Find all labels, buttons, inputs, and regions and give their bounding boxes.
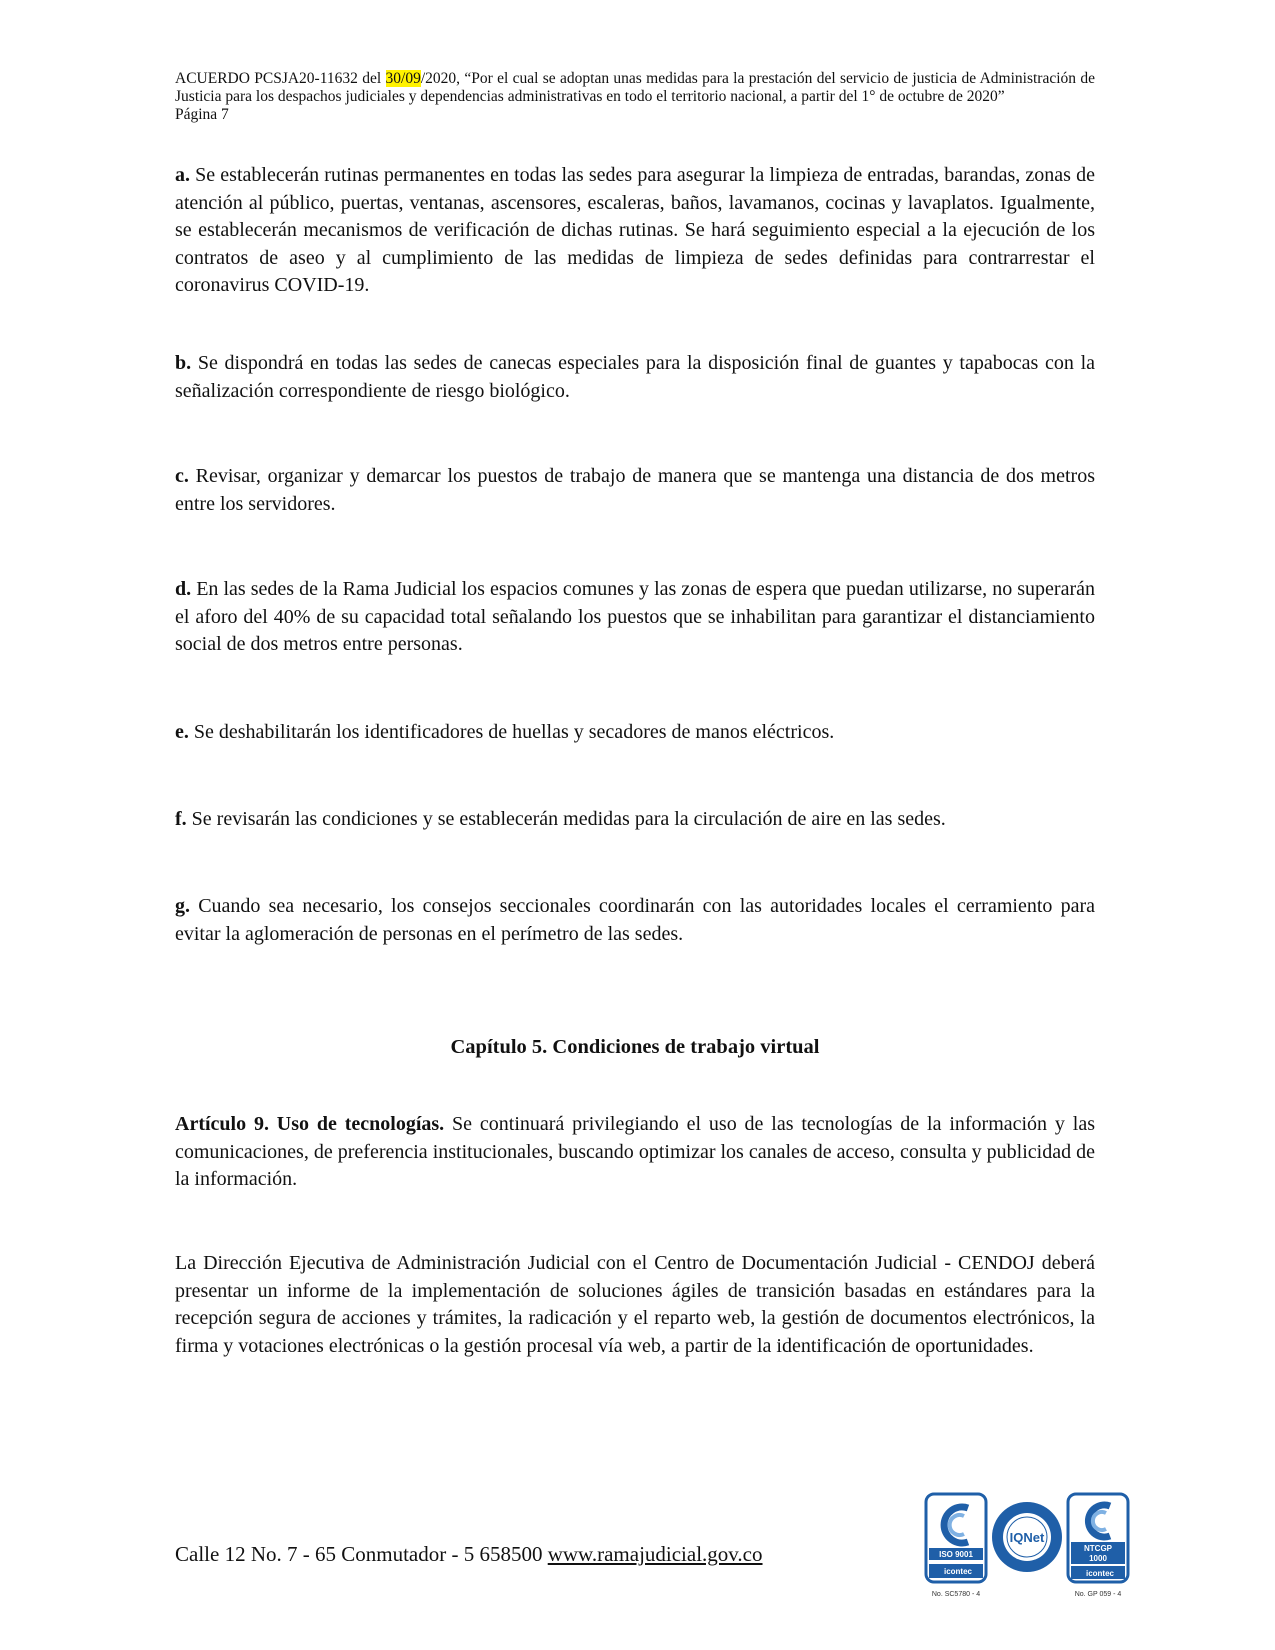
article-label: Artículo 9. Uso de tecnologías. (175, 1113, 445, 1135)
chapter-heading: Capítulo 5. Condiciones de trabajo virtual (450, 1036, 820, 1058)
item-text: Se establecerán rutinas permanentes en todas las sedes para asegurar la limpieza de entradas, barandas, zonas de atención al público, puertas, ventanas, ascensores, escaleras, baños, lavamanos, cocinas y lavaplatos. Igualmente, se establecerán mecanismos de verificación de dichas rutinas. Se hará seguimiento especial a la ejecución de los contratos de aseo y al cumplimiento de las medidas de limpieza de sedes definidas para contrarrestar el coronavirus COVID-19. (175, 164, 1095, 296)
iso-label: ISO 9001 (939, 1550, 973, 1559)
page-number: Página 7 (175, 106, 229, 123)
item-label: d. (175, 578, 192, 600)
item-label: a. (175, 164, 190, 186)
item-label: f. (175, 808, 187, 830)
article-text: Se continuará privilegiando el uso de las tecnologías de la información y las comunicaciones, de preferencia institucionales, buscando optimizar los canales de acceso, consulta y publicidad de la información. (175, 1113, 1095, 1190)
item-f (175, 806, 1095, 834)
item-b (175, 350, 1095, 405)
item-g (175, 893, 1095, 948)
ntcgp-brand: icontec (1085, 1569, 1115, 1578)
iso-9001-logo-icon (924, 1492, 988, 1604)
item-label: b. (175, 352, 192, 374)
footer-address: Calle 12 No. 7 - 65 Conmutador - 5 658500 (175, 1542, 548, 1566)
article-9 (175, 1111, 1095, 1194)
item-text: Se deshabilitarán los identificadores de huellas y secadores de manos eléctricos. (188, 721, 835, 743)
item-d (175, 576, 1095, 659)
iqnet-badge (990, 1500, 1064, 1579)
iso-brand: icontec (943, 1567, 973, 1576)
item-label: g. (175, 895, 190, 917)
item-c (175, 463, 1095, 518)
iso-cert-number: No. SC5780 - 4 (931, 1591, 981, 1598)
iqnet-label: IQNet (1009, 1530, 1045, 1545)
item-label: e. (175, 721, 189, 743)
footer-website-link[interactable]: www.ramajudicial.gov.co (547, 1542, 763, 1566)
ntcgp-number: 1000 (1089, 1554, 1107, 1563)
header-date-highlight: 30/09 (385, 70, 421, 87)
ntcgp-logo-icon (1066, 1492, 1130, 1604)
ntcgp-1000-badge (1066, 1492, 1130, 1609)
header-title-prefix: ACUERDO PCSJA20-11632 del (175, 70, 386, 87)
ntcgp-cert-number: No. GP 059 - 4 (1074, 1591, 1122, 1598)
item-a (175, 162, 1095, 300)
ntcgp-label: NTCGP (1084, 1544, 1112, 1553)
item-text: Se revisarán las condiciones y se establecerán medidas para la circulación de aire en las sedes. (186, 808, 946, 830)
item-label: c. (175, 465, 189, 487)
header-title-suffix: /2020, “Por el cual se adoptan unas medidas para la prestación del servicio de justicia de Administración de Justicia para los despachos judiciales y dependencias administrativas en todo el territorio nacional, a partir del 1° de octubre de 2020” (175, 70, 1095, 105)
item-text: Revisar, organizar y demarcar los puestos de trabajo de manera que se mantenga una distancia de dos metros entre los servidores. (175, 465, 1095, 515)
iqnet-logo-icon (990, 1500, 1064, 1574)
footer (175, 1542, 763, 1567)
document-header (175, 70, 1095, 124)
item-text: Cuando sea necesario, los consejos seccionales coordinarán con las autoridades locales el cerramiento para evitar la aglomeración de personas en el perímetro de las sedes. (175, 895, 1095, 945)
item-text: Se dispondrá en todas las sedes de canecas especiales para la disposición final de guantes y tapabocas con la señalización correspondiente de riesgo biológico. (175, 352, 1095, 402)
item-text: En las sedes de la Rama Judicial los espacios comunes y las zonas de espera que puedan utilizarse, no superarán el aforo del 40% de su capacidad total señalando los puestos que se inhabilitan para garantizar el distanciamiento social de dos metros entre personas. (175, 578, 1095, 655)
iso-9001-badge (924, 1492, 988, 1609)
body-paragraph: La Dirección Ejecutiva de Administración Judicial con el Centro de Documentación Judicial - CENDOJ deberá presentar un informe de la implementación de soluciones ágiles de transición basadas en estándares para la recepción segura de acciones y trámites, la radicación y el reparto web, la gestión de documentos electrónicos, la firma y votaciones electrónicas o la gestión procesal vía web, a partir de la identificación de oportunidades. (175, 1252, 1095, 1357)
item-e (175, 719, 1095, 747)
